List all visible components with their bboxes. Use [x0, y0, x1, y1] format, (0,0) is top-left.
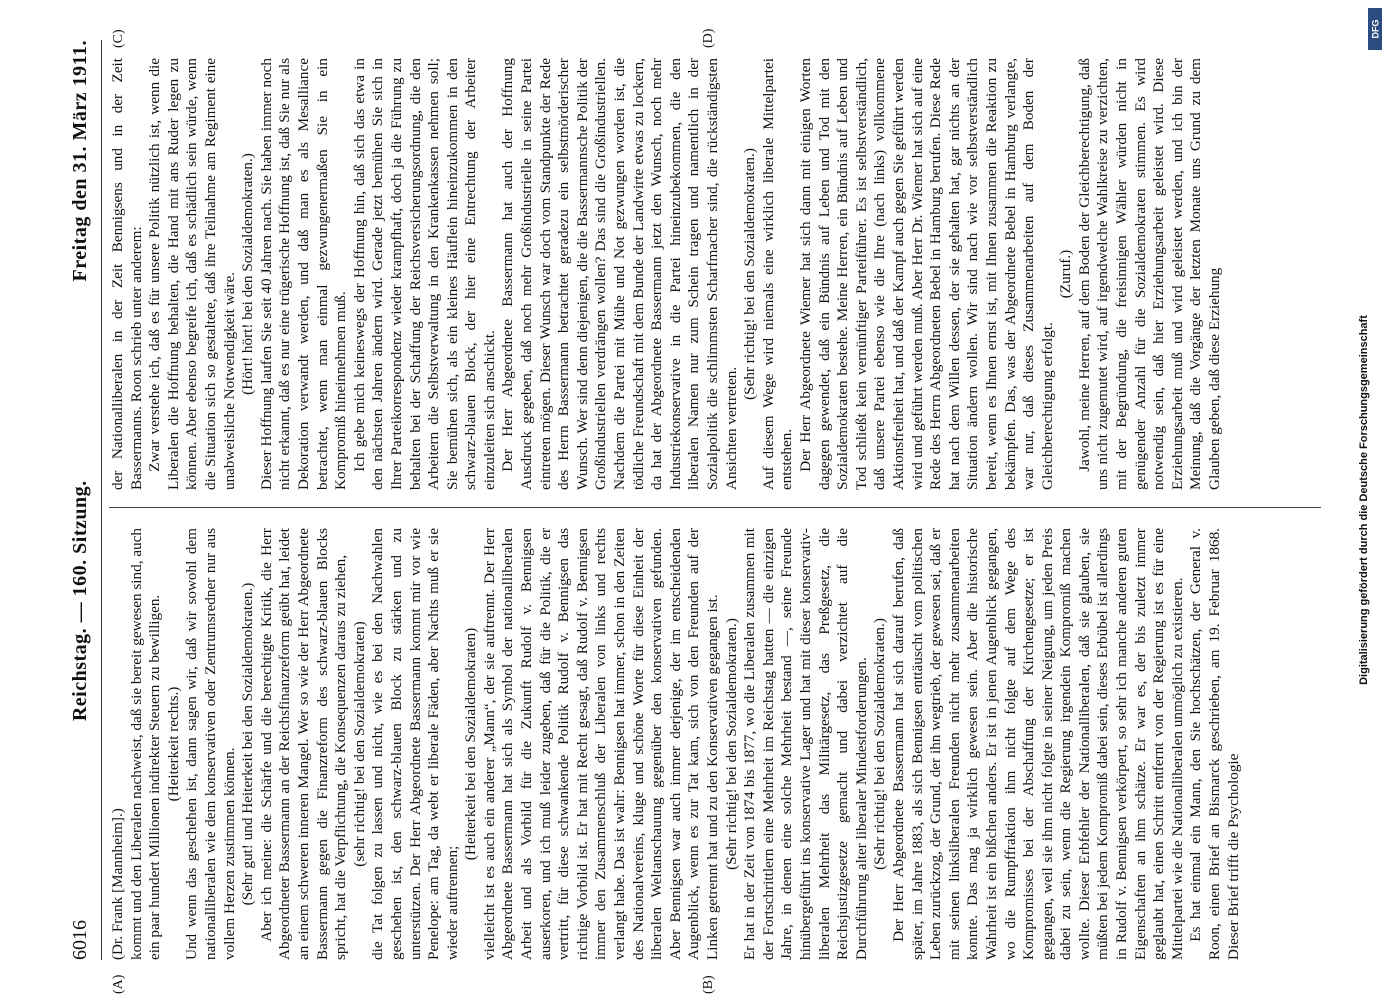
paragraph: der Nationalliberalen in der Zeit Bennigsens und in der Zeit Bassermanns. Roon schrieb unter anderem:: [109, 58, 145, 490]
right-column: [109, 58, 1321, 490]
dfg-logo: [1368, 8, 1382, 50]
rotated-page: [61, 28, 1321, 994]
speaker-label: (Dr. Frank [Mannheim].): [109, 808, 126, 960]
paragraph: Ich gebe mich keineswegs der Hoffnung hin, daß sich das etwa in den nächsten Jahren ändern wird. Gerade jetzt bemühen Sie sich in Ihrer Parteikorrespondenz wieder krampfhaft, doch ja die Führung zu behalten bei der Schaffung der Reichsversicherungsordnung, die den Arbeitern die Selbstverwaltung in den Krankenkassen nehmen soll; Sie bemühen sich, als ein kleines Häuflein hineinzukommen in den schwarz-blauen Block, der hier eine Entrechtung der Arbeiter einzuleiten sich anschickt.: [350, 58, 498, 490]
paragraph: Aber ich meine: die Schärfe und die berechtigte Kritik, die Herr Abgeordneter Bassermann an der Reichsfinanzreform geübt hat, leidet an einem schweren inneren Mangel. Wer so wie der Herr Abgeordnete Bassermann gegen die Finanzreform des schwarz-blauen Blocks spricht, hat die Verpflichtung, die Konsequenzen daraus zu ziehen,: [257, 528, 350, 960]
paragraph: Dieser Hoffnung laufen Sie seit 40 Jahren nach. Sie haben immer noch nicht erkannt, daß es nur eine trügerische Hoffnung ist, daß Sie nur als Dekoration verwandt werden, und daß man es als Mesalliance betrachtet, wenn man einmal gezwungenermaßen Sie in ein Kompromiß hineinnehmen muß.: [257, 58, 350, 490]
interjection: (Sehr richtig! bei den Sozialdemokraten.): [741, 148, 759, 400]
left-column: [109, 528, 1321, 960]
paragraph: Zwar verstehe ich, daß es für unsere Politik nützlich ist, wenn die Liberalen die Hoffnung behalten, die Hand mit ans Ruder legen zu können. Aber ebenso begreife ich, daß es schädlich sein würde, wenn die Situation sich so gestaltete, daß ihre Teilnahme am Regiment eine unabweisliche Notwendigkeit wäre.: [146, 58, 238, 490]
column-divider: [109, 507, 1321, 508]
interjection: (Heiterkeit bei den Sozialdemokraten): [462, 627, 480, 861]
interjection: (Sehr richtig! bei den Sozialdemokraten.): [722, 618, 740, 870]
interjection: (sehr richtig! bei den Sozialdemokraten): [350, 621, 368, 867]
interjection: (Heiterkeit rechts.): [164, 686, 182, 802]
dfg-logo-text: DFG: [1370, 19, 1380, 39]
margin-mark-d: (D): [701, 28, 716, 48]
paragraph: kommt und den Liberalen nachweist, daß sie bereit gewesen sind, auch ein paar hundert Millionen indirekter Steuern zu bewilligen.: [127, 528, 164, 960]
paragraph: Der Herr Abgeordnete Wiemer hat sich dann mit einigen Worten dagegen gewendet, daß ein Bündnis auf Leben und Tod mit den Sozialdemokraten bestehe. Meine Herren, ein Bündnis auf Leben und Tod schließt kein vernünftiger Parteiführer. Es ist selbstverständlich, daß unsere Partei ebenso wie die Ihre (nach links) vollkommene Aktionsfreiheit hat, und daß der Kampf auch gegen Sie geführt werden wird und geführt werden muß. Aber Herr Dr. Wiemer hat sich auf eine Rede des Herrn Abgeordneten Bebel in Hamburg berufen. Diese Rede hat nach dem Willen dessen, der sie gehalten hat, gar nichts an der Situation ändern wollen. Wir sind nach wie vor selbstverständlich bereit, wenn es Ihnen ernst ist, mit Ihnen zusammen die Reaktion zu bekämpfen. Das, was der Abgeordnete Bebel in Hamburg verlangte, war nur, daß dieses Zusammenarbeiten auf dem Boden der Gleichberechtigung erfolgt.: [796, 58, 1056, 490]
paragraph: die Tat folgen zu lassen und nicht, wie es bei den Nachwahlen geschehen ist, den schwarz-blauen Block zu stärken und zu unterstützen. Der Herr Abgeordnete Bassermann kommt mir vor wie Penelope: am Tag, da webt er liberale Fäden, aber Nachts muß er sie wieder auftrennen;: [369, 528, 461, 960]
paragraph: Auf diesem Wege wird niemals eine wirklich liberale Mittelpartei entstehen.: [759, 58, 796, 490]
page-header: [61, 40, 99, 960]
digitization-credit: Digitalisierung gefördert durch die Deutsche Forschungsgemeinschaft: [1358, 315, 1370, 685]
header-rule: [101, 40, 102, 960]
page-number: 6016: [68, 920, 91, 960]
margin-mark-b: (B): [701, 975, 716, 994]
session-date: Freitag den 31. März 1911.: [68, 40, 91, 282]
paragraph: Es hat einmal ein Mann, den Sie hochschätzen, der General v. Roon, einen Brief an Bismarck geschrieben, am 19. Februar 1868. Dieser Brief trifft die Psychologie: [1187, 528, 1242, 960]
session-title: Reichstag. — 160. Sitzung.: [68, 480, 91, 722]
paragraph: Der Herr Abgeordnete Bassermann hat auch der Hoffnung Ausdruck gegeben, daß noch mehr Großindustrielle in seine Partei eintreten mögen. Dieser Wunsch war doch vom Standpunkte der Rede des Herrn Bassermann betrachtet geradezu ein selbstmörderischer Wunsch. Wer sind denn diejenigen, die die Bassermannsche Politik der Großindustriellen verdrängen wollen? Das sind die Großindustriellen. Nachdem die Partei mit Mühe und Not gezwungen worden ist, die tödliche Freundschaft mit dem Bunde der Landwirte etwas zu lockern, da hat der Abgeordnete Bassermann jetzt den Wunsch, noch mehr Industriekonservative in die Partei hineinzubekommen, die den liberalen Namen nur zum Schein tragen und namentlich in der Sozialpolitik die schlimmsten Scharfmacher sind, die rückständigsten Ansichten vertreten.: [499, 58, 740, 490]
paragraph: Der Herr Abgeordnete Bassermann hat sich darauf berufen, daß später, im Jahre 1883, als sich Bennigsen enttäuscht vom politischen Leben zurückzog, der Grund, der ihn wegtrieb, der gewesen sei, daß er mit seinen linksliberalen Freunden nicht mehr zusammenarbeiten konnte. Das mag ja wirklich gewesen sein. Aber die historische Wahrheit ist ein bißchen anders. Er ist in jenen Augenblick gegangen, wo die Rumpffraktion ihm nicht folgte auf dem Wege des Kompromisses bei der Abschaffung der Kirchengesetze; er ist gegangen, weil sie ihm nicht folgte in seiner Neigung, um jeden Preis dabei zu sein, wenn die Regierung irgendein Kompromiß machen wollte. Dieser Erbfehler der Nationalliberalen, daß sie glauben, sie müßten bei jedem Kompromiß dabei sein, dieses Erbübel ist allerdings in Rudolf v. Bennigsen verkörpert, so sehr ich manche anderen guten Eigenschaften an ihm schätze. Er war es, der bis zuletzt immer geglaubt hat, einen Schritt entfernt von der Regierung ist es für eine Mittelpartei wie die Nationalliberalen unmöglich zu existieren.: [889, 528, 1186, 960]
interjection: (Sehr richtig! bei den Sozialdemokraten.): [871, 618, 889, 870]
interjection: (Hört! hört! bei den Sozialdemokraten.): [239, 153, 257, 395]
paragraph: Er hat in der Zeit von 1874 bis 1877, wo die Liberalen zusammen mit der Fortschrittlern eine Mehrheit im Reichstag hatten — die einzigen Jahre, in denen eine solche Mehrheit bestand —, seine Freunde hinübergeführt ins konservative Lager und hat mit dieser konservativ-liberalen Mehrheit das Militärgesetz, das Preßgesetz, die Reichsjustizgesetze gemacht und dabei verzichtet auf die Durchführung alter liberaler Mindestforderungen.: [741, 528, 870, 960]
interjection: (Sehr gut! und Heiterkeit bei den Sozialdemokraten.): [239, 582, 257, 906]
paragraph: Jawohl, meine Herren, auf dem Boden der Gleichberechtigung, daß uns nicht zugemutet wird, auf irgendwelche Wahlkreise zu verzichten, mit der Begründung, die freisinnigen Wähler würden nicht in genügender Anzahl für die Sozialdemokraten stimmen. Es wird notwendig sein, daß hier Erziehungsarbeit geleistet wird. Diese Erziehungsarbeit muß und wird geleistet werden, und ich bin der Meinung, daß die Vorgänge der letzten Monate uns Grund zu dem Glauben geben, daß diese Erziehung: [1075, 58, 1224, 490]
margin-mark-c: (C): [111, 29, 126, 48]
interjection: (Zuruf.): [1057, 249, 1075, 299]
margin-mark-a: (A): [111, 974, 126, 994]
paragraph: vielleicht ist es auch ein anderer „Mann“, der sie auftrennt. Der Herr Abgeordnete Bassermann hat sich als Symbol der nationalliberalen Arbeit und als Vorbild für die Zukunft Rudolf v. Bennigsen auserkoren, und ich muß leider zugeben, daß für die Politik, die er vertritt, für diese schwankende Politik Rudolf v. Bennigsen das richtige Vorbild ist. Er hat mit Recht gesagt, daß Rudolf v. Bennigsen immer den Zusammenschluß der Liberalen von links und rechts verlangt habe. Das ist wahr: Bennigsen hat immer, schon in den Zeiten des Nationalvereins, kluge und schöne Worte für diese Einheit der liberalen Weltanschauung gegenüber den konservativen gefunden. Aber Bennigsen war auch immer derjenige, der im entscheidenden Augenblick, wenn es zur Tat kam, sich von den Freunden auf der Linken getrennt hat und zu den Konservativen gegangen ist.: [480, 528, 721, 960]
paragraph: Und wenn das geschehen ist, dann sagen wir, daß wir sowohl dem nationalliberalen wie dem konservativen oder Zentrumsredner nur aus vollem Herzen zustimmen können.: [183, 528, 238, 960]
